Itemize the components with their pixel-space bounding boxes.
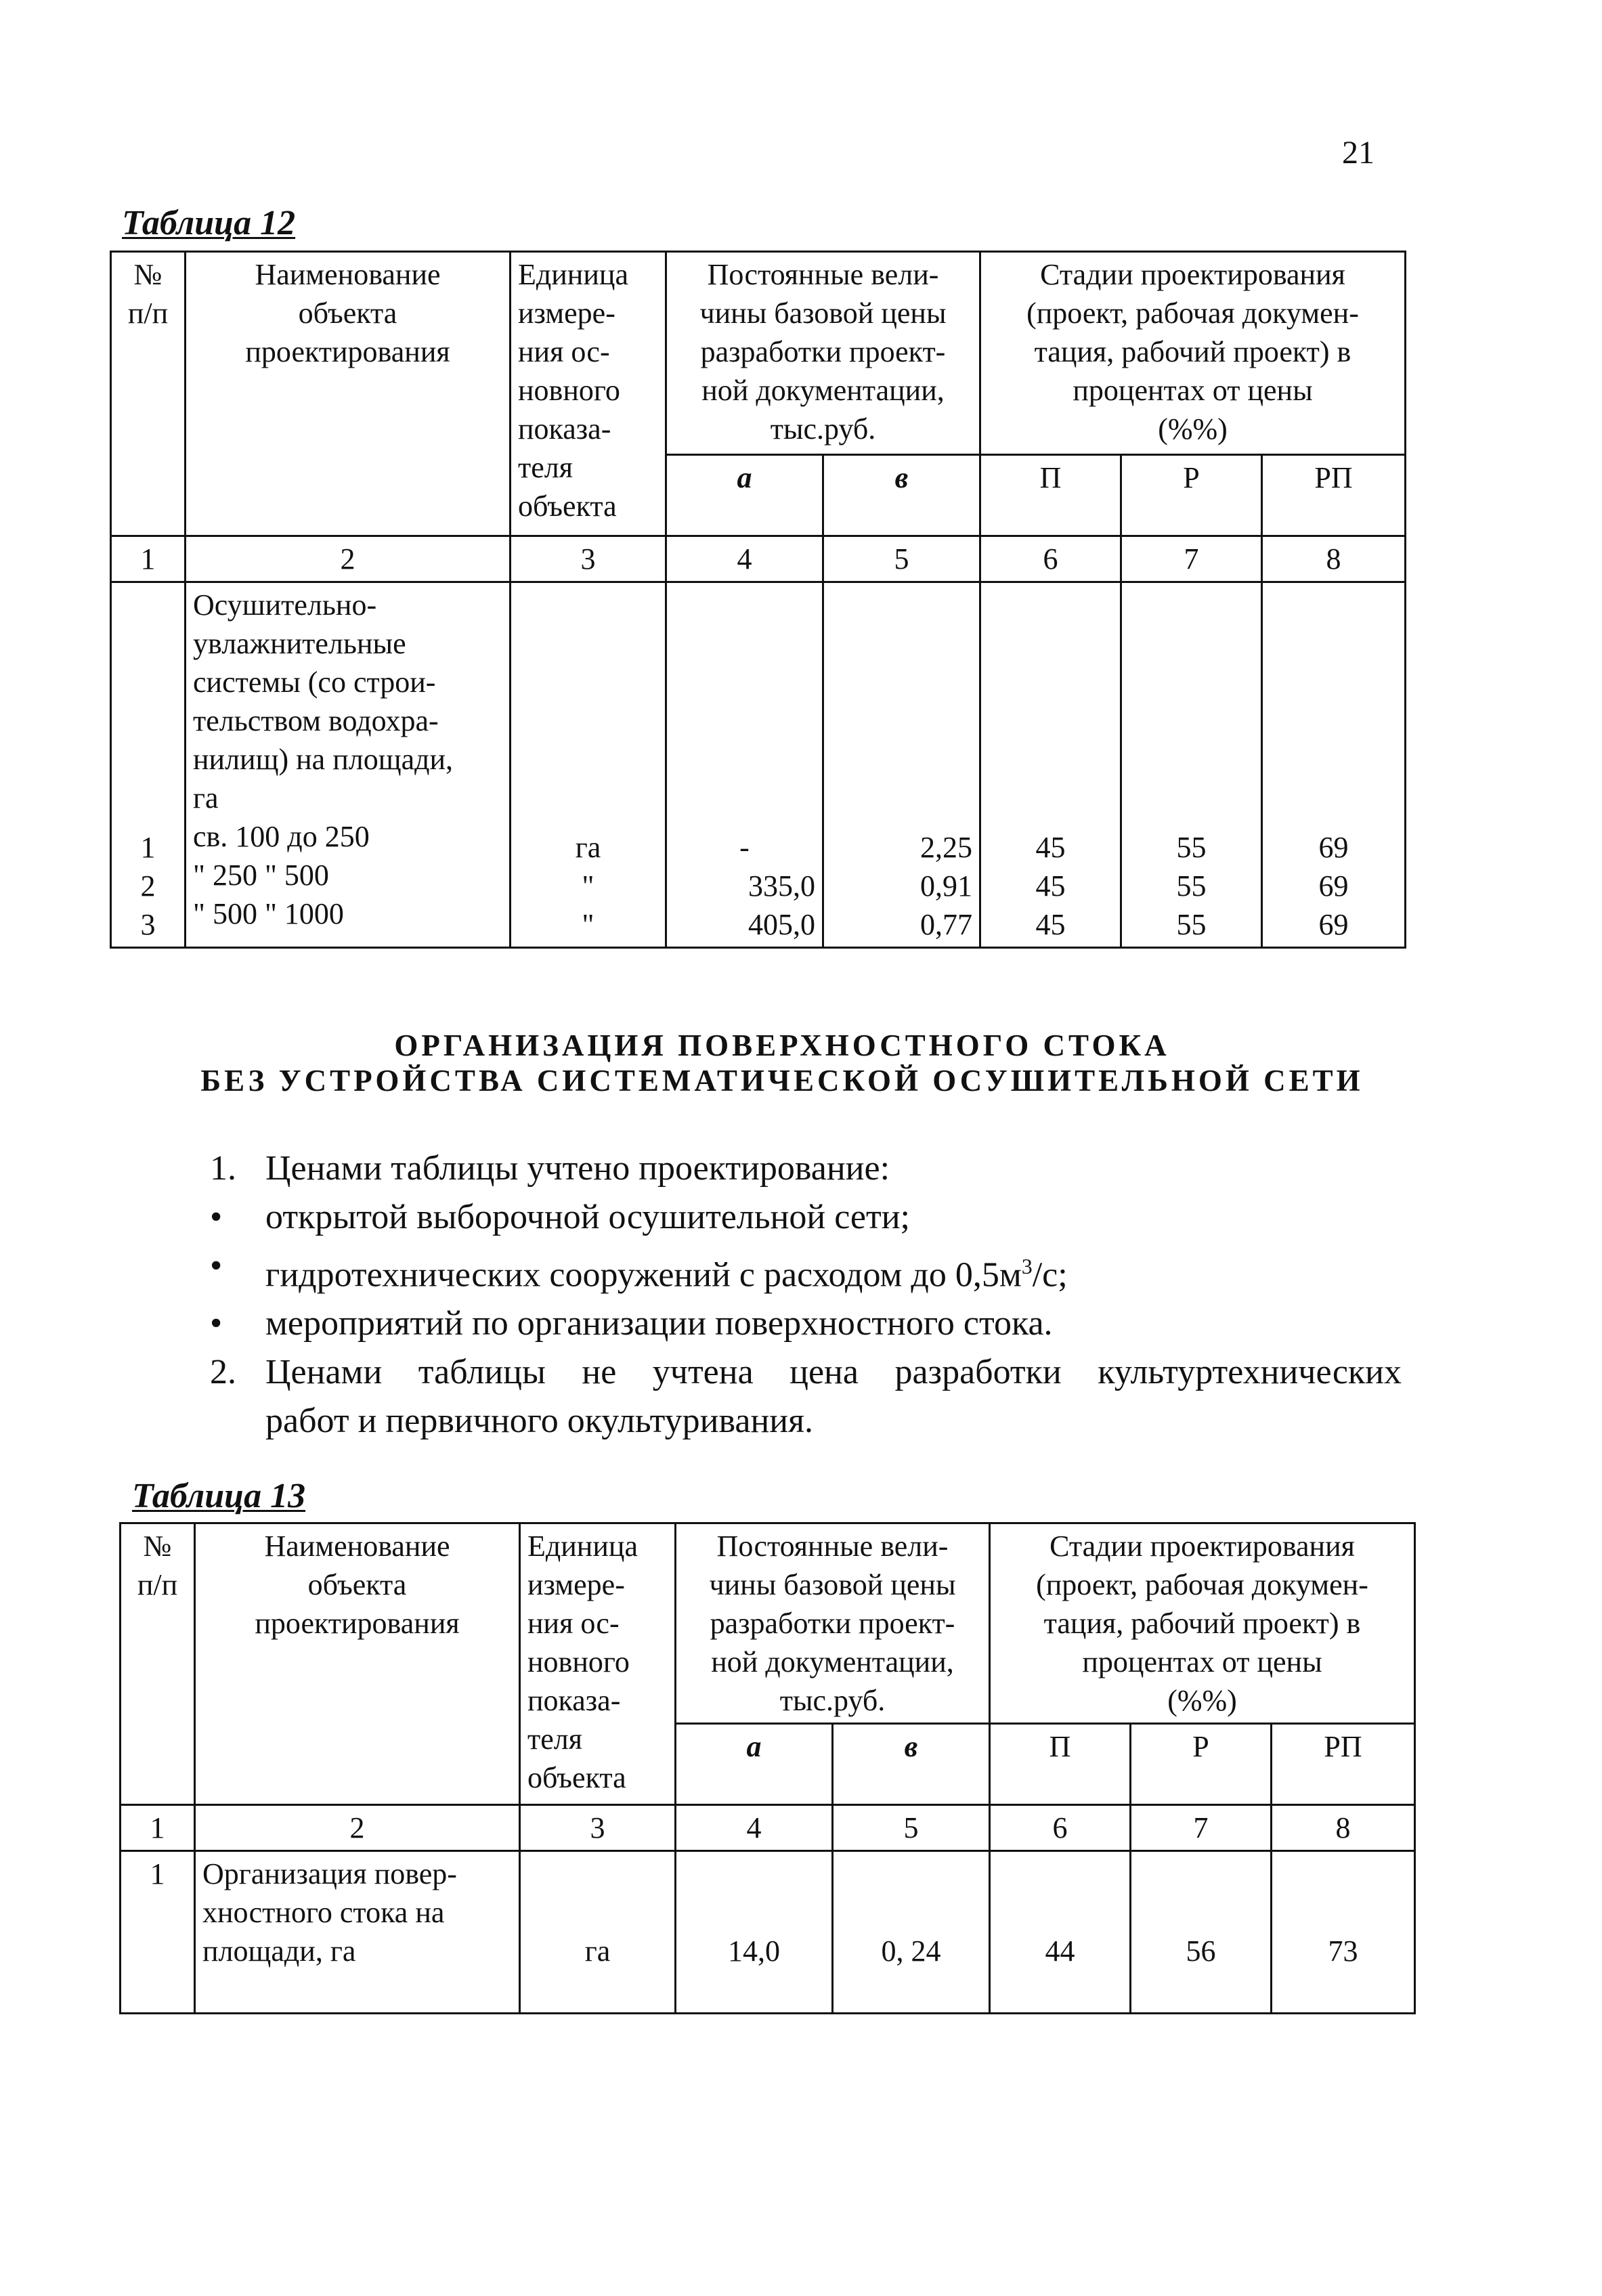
- note-bullet-3: • мероприятий по организации поверхностного стока.: [210, 1299, 1402, 1348]
- note-item-1: 1. Ценами таблицы учтено проектирование:: [210, 1144, 1402, 1193]
- notes-list: [210, 1144, 1402, 1446]
- note-bullet-2: • гидротехнических сооружений с расходом до $0,5м^3/с$;: [210, 1242, 1402, 1299]
- header-b: в: [833, 1724, 990, 1805]
- header-a: а: [666, 455, 823, 536]
- row-r: 56: [1131, 1851, 1272, 2014]
- header-num: № п/п: [111, 252, 186, 536]
- header-unit: Единица измере- ния ос- новного показа- теля объекта: [511, 252, 666, 536]
- row-num: 1: [121, 1851, 195, 2014]
- header-base-price: Постоянные вели- чины базовой цены разработки проект- ной документации, тыс.руб.: [676, 1523, 990, 1724]
- page-number: 21: [1342, 135, 1374, 171]
- header-num: № п/п: [121, 1523, 195, 1805]
- header-base-price: Постоянные вели- чины базовой цены разработки проект- ной документации, тыс.руб.: [666, 252, 980, 455]
- col-number: 5: [823, 536, 980, 582]
- bullet-icon: •: [210, 1247, 223, 1285]
- col-number: 2: [195, 1805, 520, 1851]
- table-13: [119, 1522, 1416, 2014]
- header-p: П: [990, 1724, 1131, 1805]
- table-12: [110, 251, 1406, 949]
- row-name: Осушительно- увлажнительные системы (со строи- тельством водохра- нилищ) на площади, га св. 100 до 250 " 250 " 500 " 500 " 1000: [186, 582, 511, 948]
- col-number: 8: [1272, 1805, 1415, 1851]
- note-item-2: 2. Ценами таблицы не учтена цена разработки культуртехнических работ и первичного окультуривания.: [210, 1348, 1402, 1446]
- table-12-caption: Таблица 12: [122, 204, 296, 242]
- table-13-caption: Таблица 13: [132, 1477, 306, 1515]
- header-r: Р: [1121, 455, 1262, 536]
- section-heading-line-1: ОРГАНИЗАЦИЯ ПОВЕРХНОСТНОГО СТОКА: [394, 1028, 1170, 1062]
- col-number: 1: [121, 1805, 195, 1851]
- bullet-icon: •: [210, 1304, 223, 1343]
- row-rp: 73: [1272, 1851, 1415, 2014]
- col-number: 3: [511, 536, 666, 582]
- col-number: 6: [980, 536, 1121, 582]
- row-b: 0, 24: [833, 1851, 990, 2014]
- header-rp: РП: [1272, 1724, 1415, 1805]
- row-a: 14,0: [676, 1851, 833, 2014]
- col-number: 6: [990, 1805, 1131, 1851]
- bullet-icon: •: [210, 1198, 223, 1236]
- header-stages: Стадии проектирования (проект, рабочая докумен- тация, рабочий проект) в процентах от цены (%%): [990, 1523, 1415, 1724]
- table-row: [121, 1851, 1415, 2014]
- col-number: 3: [520, 1805, 676, 1851]
- header-r: Р: [1131, 1724, 1272, 1805]
- header-p: П: [980, 455, 1121, 536]
- column-number-row: [121, 1805, 1415, 1851]
- row-unit: га: [520, 1851, 676, 2014]
- row-unit: га " ": [511, 582, 666, 948]
- header-b: в: [823, 455, 980, 536]
- header-name: Наименование объекта проектирования: [195, 1523, 520, 1805]
- row-p: 44: [990, 1851, 1131, 2014]
- col-number: 7: [1131, 1805, 1272, 1851]
- row-b: 2,25 0,91 0,77: [823, 582, 980, 948]
- col-number: 4: [666, 536, 823, 582]
- row-r: 55 55 55: [1121, 582, 1262, 948]
- row-num: 1 2 3: [111, 582, 186, 948]
- list-number: 2.: [210, 1353, 236, 1392]
- header-unit: Единица измере- ния ос- новного показа- теля объекта: [520, 1523, 676, 1805]
- header-name: Наименование объекта проектирования: [186, 252, 511, 536]
- header-stages: Стадии проектирования (проект, рабочая докумен- тация, рабочий проект) в процентах от цены (%%): [980, 252, 1406, 455]
- col-number: 1: [111, 536, 186, 582]
- row-p: 45 45 45: [980, 582, 1121, 948]
- header-rp: РП: [1262, 455, 1406, 536]
- note-bullet-1: • открытой выборочной осушительной сети;: [210, 1193, 1402, 1242]
- section-heading: [108, 1028, 1456, 1098]
- col-number: 8: [1262, 536, 1406, 582]
- col-number: 7: [1121, 536, 1262, 582]
- section-heading-line-2: БЕЗ УСТРОЙСТВА СИСТЕМАТИЧЕСКОЙ ОСУШИТЕЛЬНОЙ СЕТИ: [200, 1064, 1364, 1098]
- row-a: - 335,0 405,0: [666, 582, 823, 948]
- header-a: а: [676, 1724, 833, 1805]
- col-number: 2: [186, 536, 511, 582]
- col-number: 5: [833, 1805, 990, 1851]
- list-number: 1.: [210, 1149, 236, 1188]
- col-number: 4: [676, 1805, 833, 1851]
- row-rp: 69 69 69: [1262, 582, 1406, 948]
- column-number-row: [111, 536, 1406, 582]
- table-row: [111, 582, 1406, 948]
- row-name: Организация повер- хностного стока на площади, га: [195, 1851, 520, 2014]
